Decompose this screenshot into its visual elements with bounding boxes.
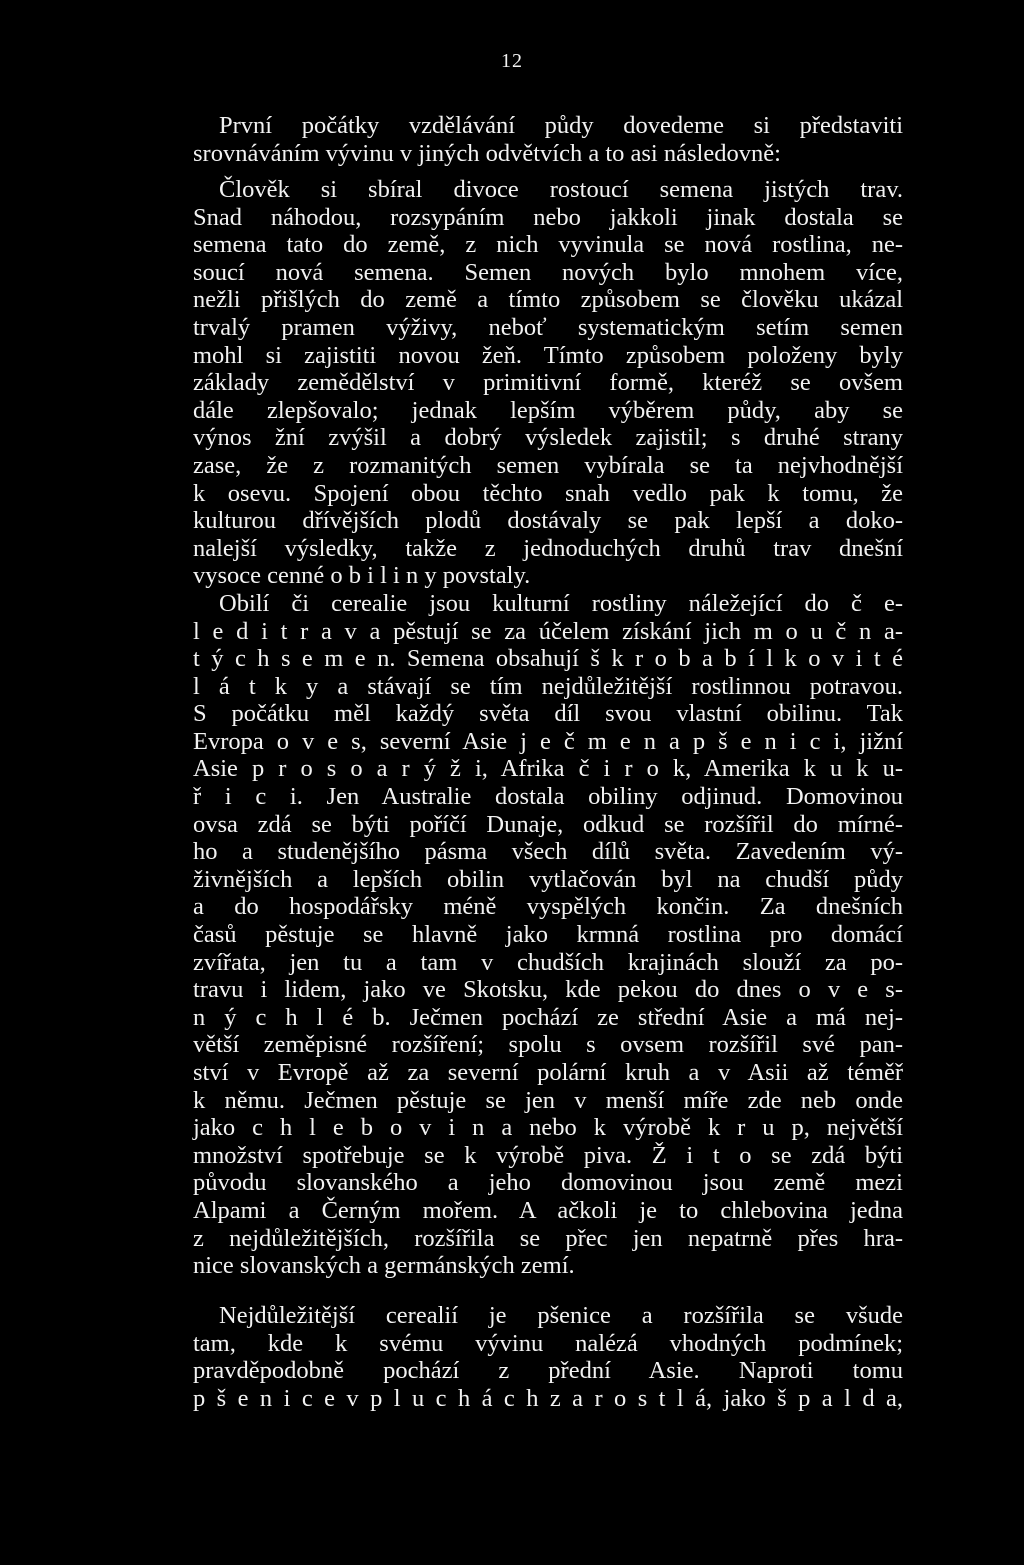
text-line: Nejdůležitější cerealií je pšenice a rozšířila se všude (219, 1302, 903, 1329)
text-line: nice slovanských a germánských zemí. (193, 1252, 575, 1280)
text-line: zvířata, jen tu a tam v chudších krajinách slouží za po- (193, 948, 903, 976)
text-line: semena tato do země, z nich vyvinula se nová rostlina, ne- (193, 231, 903, 259)
text-line: výnos žní zvýšil a dobrý výsledek zajistil; s druhé strany (193, 424, 903, 452)
text-line: ř i c i. Jen Australie dostala obiliny odjinud. Domovinou (193, 783, 903, 811)
paragraph-intro (193, 112, 903, 167)
text-line: základy zemědělství v primitivní formě, kteréž se ovšem (193, 369, 903, 397)
text-line: S počátku měl každý světa díl svou vlastní obilinu. Tak (193, 700, 903, 728)
text-line: tam, kde k svému vývinu nalézá vhodných podmínek; (193, 1329, 903, 1357)
paragraph-main (193, 176, 903, 1280)
text-line: travu i lidem, jako ve Skotsku, kde pekou do dnes o v e s- (193, 976, 903, 1004)
text-line: ství v Evropě až za severní polární kruh a v Asii až téměř (193, 1059, 903, 1086)
text-line: původu slovanského a jeho domovinou jsou země mezi (193, 1169, 903, 1197)
text-line: větší zeměpisné rozšíření; spolu s ovsem rozšířil své pan- (193, 1031, 903, 1059)
text-line: První počátky vzdělávání půdy dovedeme si představiti (219, 112, 903, 139)
text-line: trvalý pramen výživy, neboť systematickým setím semen (193, 313, 903, 341)
text-line: živnějších a lepších obilin vytlačován byl na chudší půdy (193, 865, 903, 893)
text-line: časů pěstuje se hlavně jako krmná rostlina pro domácí (193, 921, 903, 949)
text-line: mohl si zajistiti novou žeň. Tímto způsobem položeny byly (193, 341, 903, 369)
text-line: l á t k y a stávají se tím nejdůležitější rostlinnou potravou. (193, 672, 903, 700)
text-line: pravděpodobně pochází z přední Asie. Naproti tomu (193, 1357, 903, 1385)
text-line: Člověk si sbíral divoce rostoucí semena jistých trav. (219, 176, 903, 203)
text-line: Asie p r o s o a r ý ž i, Afrika č i r o k, Amerika k u k u- (193, 755, 903, 783)
text-line: množství spotřebuje se k výrobě piva. Ž i t o se zdá býti (193, 1141, 903, 1169)
text-line: nalejší výsledky, takže z jednoduchých druhů trav dnešní (193, 534, 903, 562)
text-line: dále zlepšovalo; jednak lepším výběrem půdy, aby se (193, 396, 903, 424)
text-line: Snad náhodou, rozsypáním nebo jakkoli jinak dostala se (193, 203, 903, 231)
text-line: jako c h l e b o v i n a nebo k výrobě k r u p, největší (193, 1114, 903, 1142)
text-line: zase, že z rozmanitých semen vybírala se ta nejvhodnější (193, 451, 903, 479)
text-line: ovsa zdá se býti poříčí Dunaje, odkud se rozšířil do mírné- (193, 810, 903, 838)
paragraph-wheat (193, 1302, 903, 1412)
text-line: Obilí či cerealie jsou kulturní rostliny náležející do č e- (219, 589, 903, 617)
text-line: t ý c h s e m e n. Semena obsahují š k r o b a b í l k o v i t é (193, 645, 903, 673)
text-line: soucí nová semena. Semen nových bylo mnohem více, (193, 258, 903, 286)
text-line: z nejdůležitějších, rozšířila se přec jen nepatrně přes hra- (193, 1224, 903, 1252)
text-line: Alpami a Černým mořem. A ačkoli je to chlebovina jedna (193, 1196, 903, 1224)
text-line: srovnáváním vývinu v jiných odvětvích a to asi následovně: (193, 139, 781, 167)
text-line: a do hospodářsky méně vyspělých končin. Za dnešních (193, 893, 903, 921)
text-line: k němu. Ječmen pěstuje se jen v menší míře zde neb onde (193, 1086, 903, 1114)
text-line: n ý c h l é b. Ječmen pochází ze střední Asie a má nej- (193, 1003, 903, 1031)
text-line: p š e n i c e v p l u c h á c h z a r o s t l á, jako š p a l d a, (193, 1384, 903, 1412)
text-line: ho a studenějšího pásma všech dílů světa. Zavedením vý- (193, 838, 903, 866)
text-line: nežli přišlých do země a tímto způsobem se člověku ukázal (193, 286, 903, 314)
text-line: vysoce cenné o b i l i n y povstaly. (193, 562, 531, 590)
page-number: 12 (501, 50, 523, 72)
text-line: k osevu. Spojení obou těchto snah vedlo pak k tomu, že (193, 479, 903, 507)
text-line: l e d i t r a v a pěstují se za účelem získání jich m o u č n a- (193, 617, 903, 645)
text-line: kulturou dřívějších plodů dostávaly se pak lepší a doko- (193, 507, 903, 535)
text-line: Evropa o v e s, severní Asie j e č m e n a p š e n i c i, jižní (193, 727, 903, 755)
